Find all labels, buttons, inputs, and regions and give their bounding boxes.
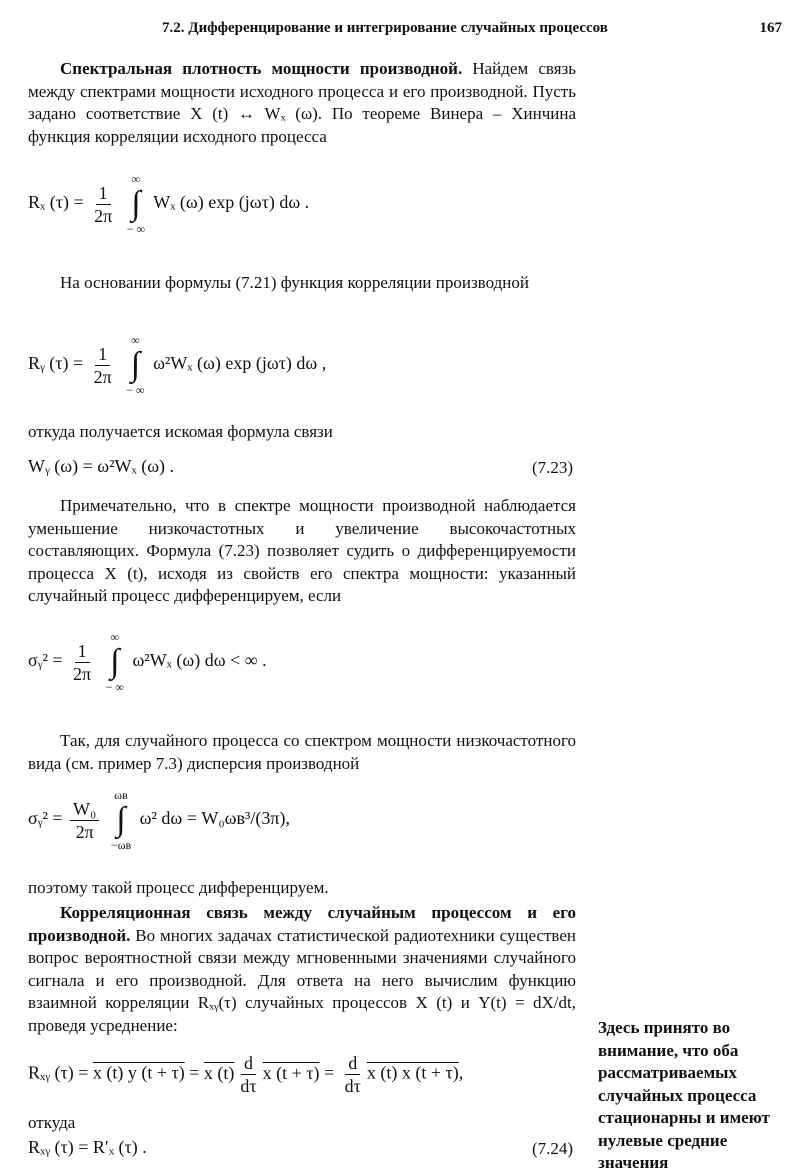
- paragraph-text: Так, для случайного процесса со спектром мощности низкочастотного вида (см. пример 7.3) дисперсия производной: [28, 731, 576, 773]
- formula-body: Rₓᵧ (τ) = R′ₓ (τ) .: [28, 1137, 147, 1157]
- paragraph-whence: [28, 421, 576, 444]
- formula-body: Wᵧ (ω) = ω²Wₓ (ω) .: [28, 456, 175, 476]
- section-heading-correlation: Корреляционная связь между случайным процессом и его производной.: [28, 903, 576, 945]
- fraction-denominator: dτ: [240, 1076, 257, 1096]
- paragraph-example: [28, 730, 576, 775]
- paragraph-derivative-correlation: [28, 272, 576, 295]
- formula-body: ω² dω = W₀ωв³/(3π),: [139, 808, 290, 829]
- lower-limit: − ∞: [126, 383, 145, 397]
- fraction-denominator: 2π: [75, 821, 94, 842]
- formula-body: Wₓ (ω) exp (jωτ) dω .: [153, 192, 310, 213]
- formula-variance-lowpass: [28, 788, 290, 852]
- formula-correlation-y: [28, 333, 326, 397]
- lower-limit: − ∞: [105, 680, 124, 694]
- paragraph-text: Во многих задачах статистической радиотехники существен вопрос вероятностной связи между мгновенными значениями случайного сигнала и его производной. Для ответа на него вычислим функцию взаимной корреляции Rₓᵧ(τ) случайных процессов X (t) и Y(t) = dX/dt, проведя усреднение:: [28, 925, 576, 1035]
- integral-sign: ∞ ∫ − ∞: [126, 172, 146, 236]
- fraction-numerator: W₀: [70, 798, 99, 821]
- fraction-denominator: 2π: [94, 205, 113, 226]
- formula-lhs: Rᵧ (τ) =: [28, 353, 84, 374]
- upper-limit: ∞: [131, 333, 140, 347]
- averaged-term: x (t) y (t + τ): [92, 1062, 185, 1083]
- formula-body: ω²Wₓ (ω) exp (jωτ) dω ,: [153, 353, 327, 374]
- fraction-denominator: 2π: [93, 366, 112, 387]
- equals-sign: =: [319, 1062, 339, 1083]
- running-head: [162, 20, 782, 37]
- equation-number: (7.23): [532, 458, 574, 477]
- upper-limit: ∞: [131, 172, 141, 186]
- fraction-denominator: dτ: [344, 1076, 361, 1096]
- formula-7-24: [28, 1137, 147, 1158]
- equation-number: (7.24): [532, 1139, 574, 1158]
- formula-variance-condition: [28, 630, 267, 694]
- fraction-numerator: 1: [96, 182, 111, 205]
- fraction: [70, 640, 94, 685]
- formula-end: ,: [458, 1062, 464, 1083]
- paragraph-text: На основании формулы (7.21) функция корреляции производной: [60, 273, 529, 292]
- upper-limit: ∞: [110, 630, 120, 644]
- integral-sign: ∞ ∫ − ∞: [126, 333, 145, 397]
- paragraph-whence-2: [28, 1112, 576, 1135]
- fraction: [91, 343, 115, 388]
- equals-sign: =: [184, 1062, 204, 1083]
- lower-limit: − ∞: [126, 222, 146, 236]
- upper-limit: ωв: [114, 788, 128, 802]
- formula-lhs: Rₓ (τ) =: [28, 192, 84, 213]
- paragraph-cross-correlation: [28, 902, 576, 1037]
- fraction-numerator: 1: [95, 343, 110, 366]
- paragraph-spectral-density: [28, 58, 576, 148]
- paragraph-text: Примечательно, что в спектре мощности производной наблюдается уменьшение низкочастотных и увеличение высокочастотных составляющих. Формула (7.23) позволяет судить о дифференцируемости процесса X (t), исходя из свойств его спектра мощности: указанный случайный процесс дифференцируем, если: [28, 496, 576, 605]
- fraction: [70, 798, 99, 843]
- fraction: [91, 182, 115, 227]
- paragraph-remark: [28, 495, 576, 608]
- derivative-fraction: [237, 1052, 259, 1097]
- formula-body: ω²Wₓ (ω) dω < ∞ .: [132, 650, 267, 671]
- formula-lhs: σᵧ² =: [28, 650, 63, 671]
- page-number: 167: [759, 20, 782, 36]
- fraction-numerator: d: [241, 1052, 256, 1075]
- fraction-denominator: 2π: [73, 663, 92, 684]
- paragraph-text: откуда получается искомая формула связи: [28, 422, 333, 441]
- running-head-title: 7.2. Дифференцирование и интегрирование случайных процессов: [162, 20, 608, 36]
- section-heading-spectral: Спектральная плотность мощности производной.: [60, 59, 463, 78]
- paragraph-text: Найдем связь между спектрами мощности исходного процесса и его производной. Пусть задано соответствие X (t) ↔ Wₓ (ω). По теореме Винера – Хинчина функция корреляции исходного процесса: [28, 59, 576, 146]
- formula-lhs: σᵧ² =: [28, 808, 63, 829]
- averaged-term: x (t) x (t + τ): [366, 1062, 459, 1083]
- formula-cross-correlation: [28, 1052, 463, 1097]
- paragraph-text: откуда: [28, 1113, 76, 1132]
- integral-sign: ∞ ∫ − ∞: [105, 630, 124, 694]
- averaged-term: x (t): [203, 1062, 235, 1083]
- integral-sign: ωв ∫ −ωв: [110, 788, 132, 852]
- fraction-numerator: d: [345, 1052, 360, 1075]
- lower-limit: −ωв: [110, 838, 132, 852]
- formula-correlation-x: [28, 172, 309, 236]
- paragraph-text: поэтому такой процесс дифференцируем.: [28, 878, 329, 897]
- fraction-numerator: 1: [75, 640, 90, 663]
- formula-lhs: Rₓᵧ (τ) =: [28, 1062, 89, 1083]
- derivative-fraction: [342, 1052, 364, 1097]
- formula-7-23: [28, 456, 174, 477]
- paragraph-differentiable: [28, 877, 576, 900]
- averaged-term: x (t + τ): [262, 1062, 320, 1083]
- margin-note: Здесь принято во внимание, что оба рассматриваемых случайных процесса стационарны и имеют нулевые средние значения: [598, 1018, 770, 1172]
